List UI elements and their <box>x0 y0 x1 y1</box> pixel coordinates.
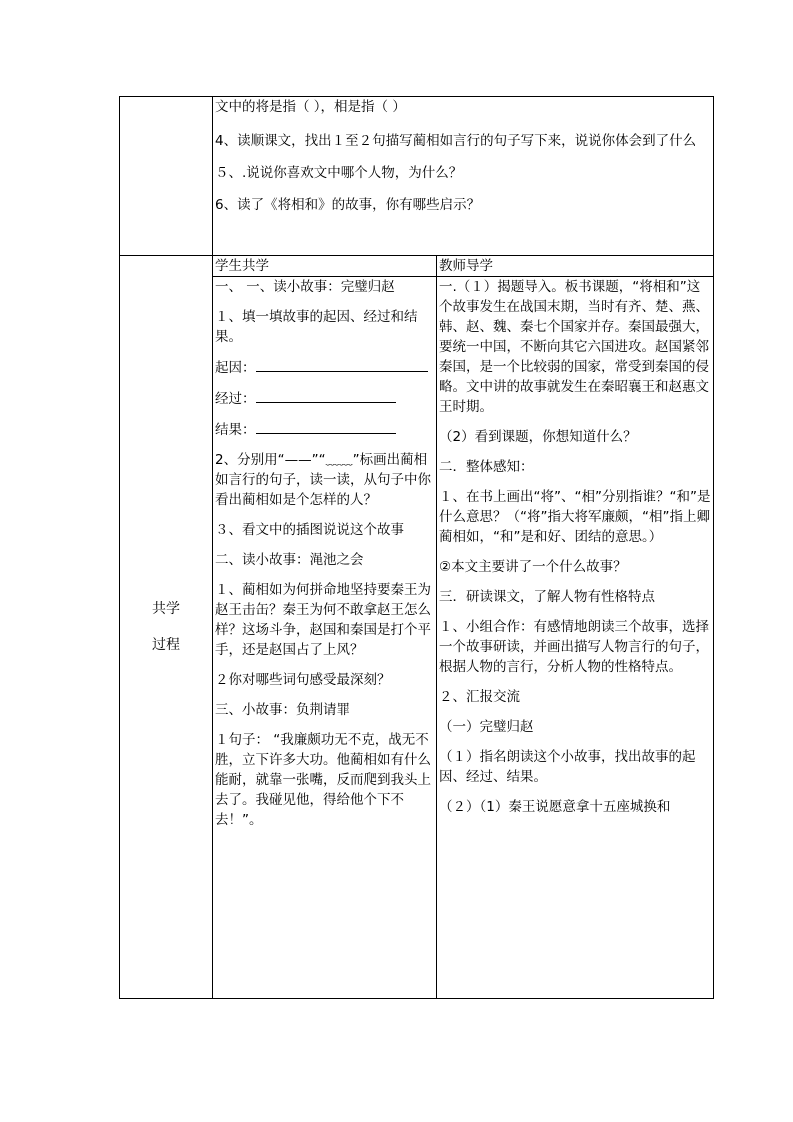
question-4: 4、读顺课文，找出１至２句描写蔺相如言行的句子写下来，说说你体会到了什么 <box>215 133 697 149</box>
section-label-line2: 过程 <box>152 637 180 653</box>
cause-blank <box>256 357 428 372</box>
process-line: 经过： <box>215 388 435 409</box>
question-5: ５、.说说你喜欢文中哪个人物，为什么？ <box>215 165 463 181</box>
section-label-cell <box>120 256 213 999</box>
teacher-content <box>437 277 714 999</box>
questions-row <box>120 97 714 256</box>
teacher-story-1: （一）完璧归赵 <box>439 719 534 736</box>
teacher-task-2: ②本文主要讲了一个什么故事？ <box>439 559 627 576</box>
empty-label-cell <box>120 97 213 256</box>
lesson-plan-table <box>119 96 714 999</box>
student-header: 学生共学 <box>213 256 437 277</box>
process-blank <box>256 388 396 403</box>
teacher-task-3: １、小组合作：有感情地朗读三个故事，选择一个故事研读，并画出描写人物言行的句子，根据人物的言行，分析人物的性格特点。 <box>439 619 709 676</box>
student-content <box>213 277 437 999</box>
question-6: 6、读了《将相和》的故事，你有哪些启示？ <box>215 197 481 213</box>
teacher-section-3: 三．研读课文，了解人物有性格特点 <box>439 589 655 606</box>
student-section-1: 一、 一、读小故事：完璧归赵 <box>215 279 395 296</box>
teacher-task-6: （２）（1）秦王说愿意拿十五座城换和 <box>439 799 671 816</box>
student-task-2: 2、分别用“——”“﹏﹏”标画出蔺相如言行的句子，读一读，从句子中你看出蔺相如是个怎样的人？ <box>215 452 431 509</box>
student-section-2: 二、读小故事：渑池之会 <box>215 552 364 569</box>
header-row <box>120 256 714 277</box>
teacher-section-2: 二．整体感知： <box>439 459 534 476</box>
student-task-5: ２你对哪些词句感受最深刻？ <box>215 672 391 689</box>
teacher-task-4: ２、汇报交流 <box>439 689 520 706</box>
student-task-3: ３、看文中的插图说说这个故事 <box>215 522 404 539</box>
teacher-header: 教师导学 <box>437 256 714 277</box>
teacher-question: （2）看到课题，你想知道什么？ <box>439 429 637 446</box>
student-section-3: 三、小故事：负荆请罪 <box>215 702 350 719</box>
student-task-4: １、蔺相如为何拼命地坚持要秦王为赵王击缶？秦王为何不敢拿赵王怎么样？这场斗争，赵国和秦国是打个平手，还是赵国占了上风？ <box>215 582 431 659</box>
teacher-task-1: １、在书上画出“将”、“相”分别指谁？“和”是什么意思？（“将”指大将军廉颇，“相”指上卿蔺相如，“和”是和好、团结的意思。） <box>439 489 711 546</box>
student-task-1: １、填一填故事的起因、经过和结果。 <box>215 309 418 346</box>
result-blank <box>256 419 396 434</box>
result-line: 结果： <box>215 419 435 440</box>
student-quote: １句子： “我廉颇功无不克，战无不胜，立下许多大功。他蔺相如有什么能耐，就靠一张嘴，反而爬到我头上去了。我碰见他，得给他个下不去！”。 <box>215 732 431 829</box>
questions-cell <box>213 97 714 256</box>
teacher-intro: 一.（１）揭题导入。板书课题，“将相和”这个故事发生在战国末期，当时有齐、楚、燕、韩、赵、魏、秦七个国家并存。秦国最强大，要统一中国，不断向其它六国进攻。赵国紧邻秦国，是一个比较弱的国家，常受到秦国的侵略。文中讲的故事就发生在秦昭襄王和赵惠文王时期。 <box>439 279 709 416</box>
cause-line: 起因： <box>215 357 435 378</box>
teacher-task-5: （１）指名朗读这个小故事，找出故事的起因、经过、结果。 <box>439 749 696 786</box>
section-label-line1: 共学 <box>152 601 180 617</box>
question-general: 文中的将是指（ ），相是指（ ） <box>215 99 406 115</box>
